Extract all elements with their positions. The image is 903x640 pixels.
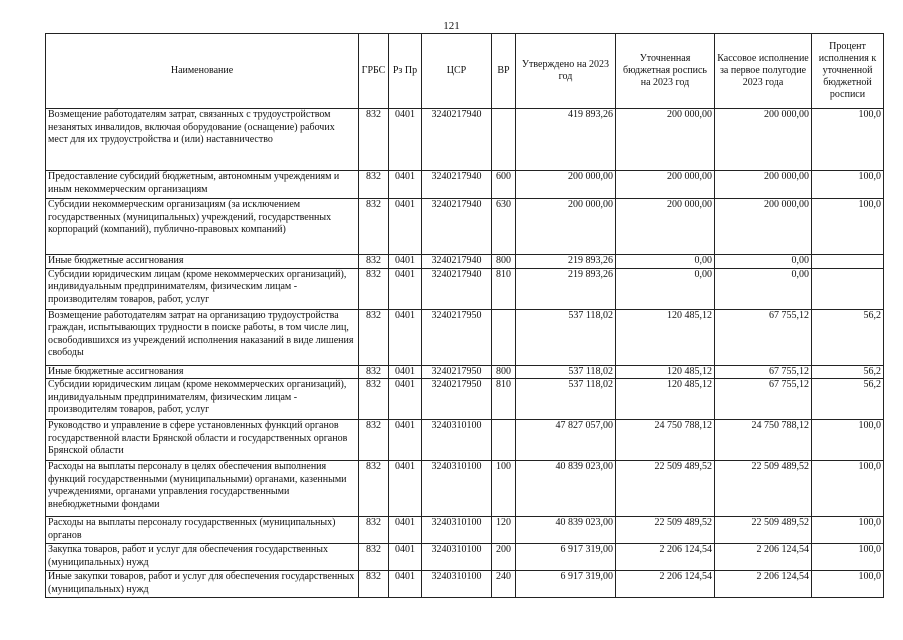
cell-vr: 600 (492, 171, 516, 199)
cell-rzpr: 0401 (389, 268, 422, 309)
cell-approved: 200 000,00 (516, 171, 616, 199)
cell-rzpr: 0401 (389, 171, 422, 199)
cell-approved: 47 827 057,00 (516, 420, 616, 461)
cell-csr: 3240217940 (422, 109, 492, 171)
cell-grbs: 832 (359, 571, 389, 598)
cell-cash: 2 206 124,54 (715, 544, 812, 571)
table-row (46, 255, 884, 269)
table-row (46, 461, 884, 517)
header-vr: ВР (492, 34, 516, 109)
cell-percent: 56,2 (812, 379, 884, 420)
cell-grbs: 832 (359, 171, 389, 199)
cell-csr: 3240310100 (422, 420, 492, 461)
cell-rzpr: 0401 (389, 309, 422, 365)
table-row (46, 171, 884, 199)
cell-csr: 3240217950 (422, 309, 492, 365)
cell-percent: 100,0 (812, 171, 884, 199)
cell-percent (812, 268, 884, 309)
cell-vr: 800 (492, 365, 516, 379)
table-row (46, 109, 884, 171)
table-row (46, 365, 884, 379)
cell-refined: 22 509 489,52 (616, 461, 715, 517)
cell-percent: 100,0 (812, 571, 884, 598)
cell-name: Иные бюджетные ассигнования (46, 365, 359, 379)
cell-approved: 219 893,26 (516, 268, 616, 309)
cell-cash: 200 000,00 (715, 109, 812, 171)
cell-name: Возмещение работодателям затрат на организацию трудоустройства граждан, испытывающих трудности в поиске работы, в том числе лиц, освободившихся из учреждений исполнения наказаний в виде лишения свободы (46, 309, 359, 365)
page-number: 121 (443, 20, 460, 32)
cell-refined: 120 485,12 (616, 379, 715, 420)
cell-cash: 200 000,00 (715, 199, 812, 255)
cell-approved: 537 118,02 (516, 309, 616, 365)
cell-percent: 100,0 (812, 199, 884, 255)
cell-approved: 537 118,02 (516, 365, 616, 379)
cell-refined: 24 750 788,12 (616, 420, 715, 461)
table-row (46, 199, 884, 255)
cell-refined: 0,00 (616, 268, 715, 309)
cell-rzpr: 0401 (389, 461, 422, 517)
cell-cash: 67 755,12 (715, 379, 812, 420)
cell-grbs: 832 (359, 365, 389, 379)
header-cash: Кассовое исполнение за первое полугодие 2023 года (715, 34, 812, 109)
cell-vr: 200 (492, 544, 516, 571)
cell-csr: 3240310100 (422, 544, 492, 571)
cell-vr: 810 (492, 379, 516, 420)
cell-name: Расходы на выплаты персоналу в целях обеспечения выполнения функций государственными (муниципальными) органами, казенными учреждениями, органами управления государственными внебюджетными фондами (46, 461, 359, 517)
cell-name: Субсидии юридическим лицам (кроме некоммерческих организаций), индивидуальным предпринимателям, физическим лицам - производителям товаров, работ, услуг (46, 379, 359, 420)
cell-grbs: 832 (359, 199, 389, 255)
cell-name: Иные бюджетные ассигнования (46, 255, 359, 269)
cell-name: Руководство и управление в сфере установленных функций органов государственной власти Брянской области и государственных органов Брянской области (46, 420, 359, 461)
cell-grbs: 832 (359, 268, 389, 309)
cell-vr: 240 (492, 571, 516, 598)
cell-grbs: 832 (359, 109, 389, 171)
table-body (46, 109, 884, 598)
cell-refined: 200 000,00 (616, 171, 715, 199)
cell-vr: 630 (492, 199, 516, 255)
cell-grbs: 832 (359, 309, 389, 365)
header-approved: Утверждено на 2023 год (516, 34, 616, 109)
cell-cash: 0,00 (715, 255, 812, 269)
cell-approved: 6 917 319,00 (516, 544, 616, 571)
cell-percent: 100,0 (812, 109, 884, 171)
cell-rzpr: 0401 (389, 379, 422, 420)
cell-name: Иные закупки товаров, работ и услуг для обеспечения государственных (муниципальных) нужд (46, 571, 359, 598)
table-row (46, 517, 884, 544)
table-row (46, 571, 884, 598)
cell-cash: 0,00 (715, 268, 812, 309)
cell-rzpr: 0401 (389, 517, 422, 544)
cell-grbs: 832 (359, 255, 389, 269)
header-name: Наименование (46, 34, 359, 109)
cell-csr: 3240310100 (422, 571, 492, 598)
cell-approved: 219 893,26 (516, 255, 616, 269)
cell-name: Возмещение работодателям затрат, связанных с трудоустройством незанятых инвалидов, включая оборудование (оснащение) рабочих мест для их трудоустройства и (или) наставничество (46, 109, 359, 171)
cell-csr: 3240310100 (422, 461, 492, 517)
cell-percent: 56,2 (812, 309, 884, 365)
cell-approved: 537 118,02 (516, 379, 616, 420)
cell-vr: 120 (492, 517, 516, 544)
cell-refined: 200 000,00 (616, 199, 715, 255)
cell-csr: 3240217940 (422, 268, 492, 309)
cell-percent: 100,0 (812, 517, 884, 544)
table-header-row (46, 34, 884, 109)
cell-rzpr: 0401 (389, 109, 422, 171)
cell-grbs: 832 (359, 379, 389, 420)
cell-csr: 3240217940 (422, 171, 492, 199)
cell-cash: 22 509 489,52 (715, 517, 812, 544)
cell-approved: 200 000,00 (516, 199, 616, 255)
cell-vr: 100 (492, 461, 516, 517)
cell-percent: 100,0 (812, 461, 884, 517)
cell-csr: 3240217940 (422, 199, 492, 255)
cell-approved: 40 839 023,00 (516, 461, 616, 517)
cell-rzpr: 0401 (389, 571, 422, 598)
cell-rzpr: 0401 (389, 544, 422, 571)
cell-name: Субсидии юридическим лицам (кроме некоммерческих организаций), индивидуальным предпринимателям, физическим лицам - производителям товаров, работ, услуг (46, 268, 359, 309)
header-rzpr: Рз Пр (389, 34, 422, 109)
cell-grbs: 832 (359, 461, 389, 517)
cell-approved: 419 893,26 (516, 109, 616, 171)
cell-name: Закупка товаров, работ и услуг для обеспечения государственных (муниципальных) нужд (46, 544, 359, 571)
cell-csr: 3240217950 (422, 365, 492, 379)
cell-grbs: 832 (359, 517, 389, 544)
table-row (46, 268, 884, 309)
cell-csr: 3240310100 (422, 517, 492, 544)
cell-vr (492, 309, 516, 365)
table-row (46, 379, 884, 420)
cell-refined: 0,00 (616, 255, 715, 269)
budget-table (45, 33, 884, 598)
cell-vr: 800 (492, 255, 516, 269)
table-row (46, 544, 884, 571)
cell-rzpr: 0401 (389, 365, 422, 379)
cell-percent (812, 255, 884, 269)
cell-csr: 3240217940 (422, 255, 492, 269)
cell-refined: 22 509 489,52 (616, 517, 715, 544)
cell-approved: 6 917 319,00 (516, 571, 616, 598)
header-grbs: ГРБС (359, 34, 389, 109)
cell-vr: 810 (492, 268, 516, 309)
cell-refined: 2 206 124,54 (616, 544, 715, 571)
cell-rzpr: 0401 (389, 255, 422, 269)
cell-rzpr: 0401 (389, 199, 422, 255)
cell-name: Субсидии некоммерческим организациям (за исключением государственных (муниципальных) учреждений, государственных корпораций (компаний), публично-правовых компаний) (46, 199, 359, 255)
cell-cash: 22 509 489,52 (715, 461, 812, 517)
cell-cash: 67 755,12 (715, 365, 812, 379)
table-row (46, 309, 884, 365)
cell-rzpr: 0401 (389, 420, 422, 461)
cell-grbs: 832 (359, 420, 389, 461)
cell-cash: 67 755,12 (715, 309, 812, 365)
cell-cash: 2 206 124,54 (715, 571, 812, 598)
cell-refined: 2 206 124,54 (616, 571, 715, 598)
cell-name: Предоставление субсидий бюджетным, автономным учреждениям и иным некоммерческим организациям (46, 171, 359, 199)
cell-refined: 200 000,00 (616, 109, 715, 171)
cell-vr (492, 109, 516, 171)
cell-percent: 56,2 (812, 365, 884, 379)
cell-grbs: 832 (359, 544, 389, 571)
cell-approved: 40 839 023,00 (516, 517, 616, 544)
table-row (46, 420, 884, 461)
cell-percent: 100,0 (812, 420, 884, 461)
cell-refined: 120 485,12 (616, 309, 715, 365)
cell-cash: 24 750 788,12 (715, 420, 812, 461)
cell-name: Расходы на выплаты персоналу государственных (муниципальных) органов (46, 517, 359, 544)
cell-csr: 3240217950 (422, 379, 492, 420)
cell-vr (492, 420, 516, 461)
header-csr: ЦСР (422, 34, 492, 109)
cell-percent: 100,0 (812, 544, 884, 571)
cell-cash: 200 000,00 (715, 171, 812, 199)
header-refined: Уточненная бюджетная роспись на 2023 год (616, 34, 715, 109)
cell-refined: 120 485,12 (616, 365, 715, 379)
header-percent: Процент исполнения к уточненной бюджетной росписи (812, 34, 884, 109)
